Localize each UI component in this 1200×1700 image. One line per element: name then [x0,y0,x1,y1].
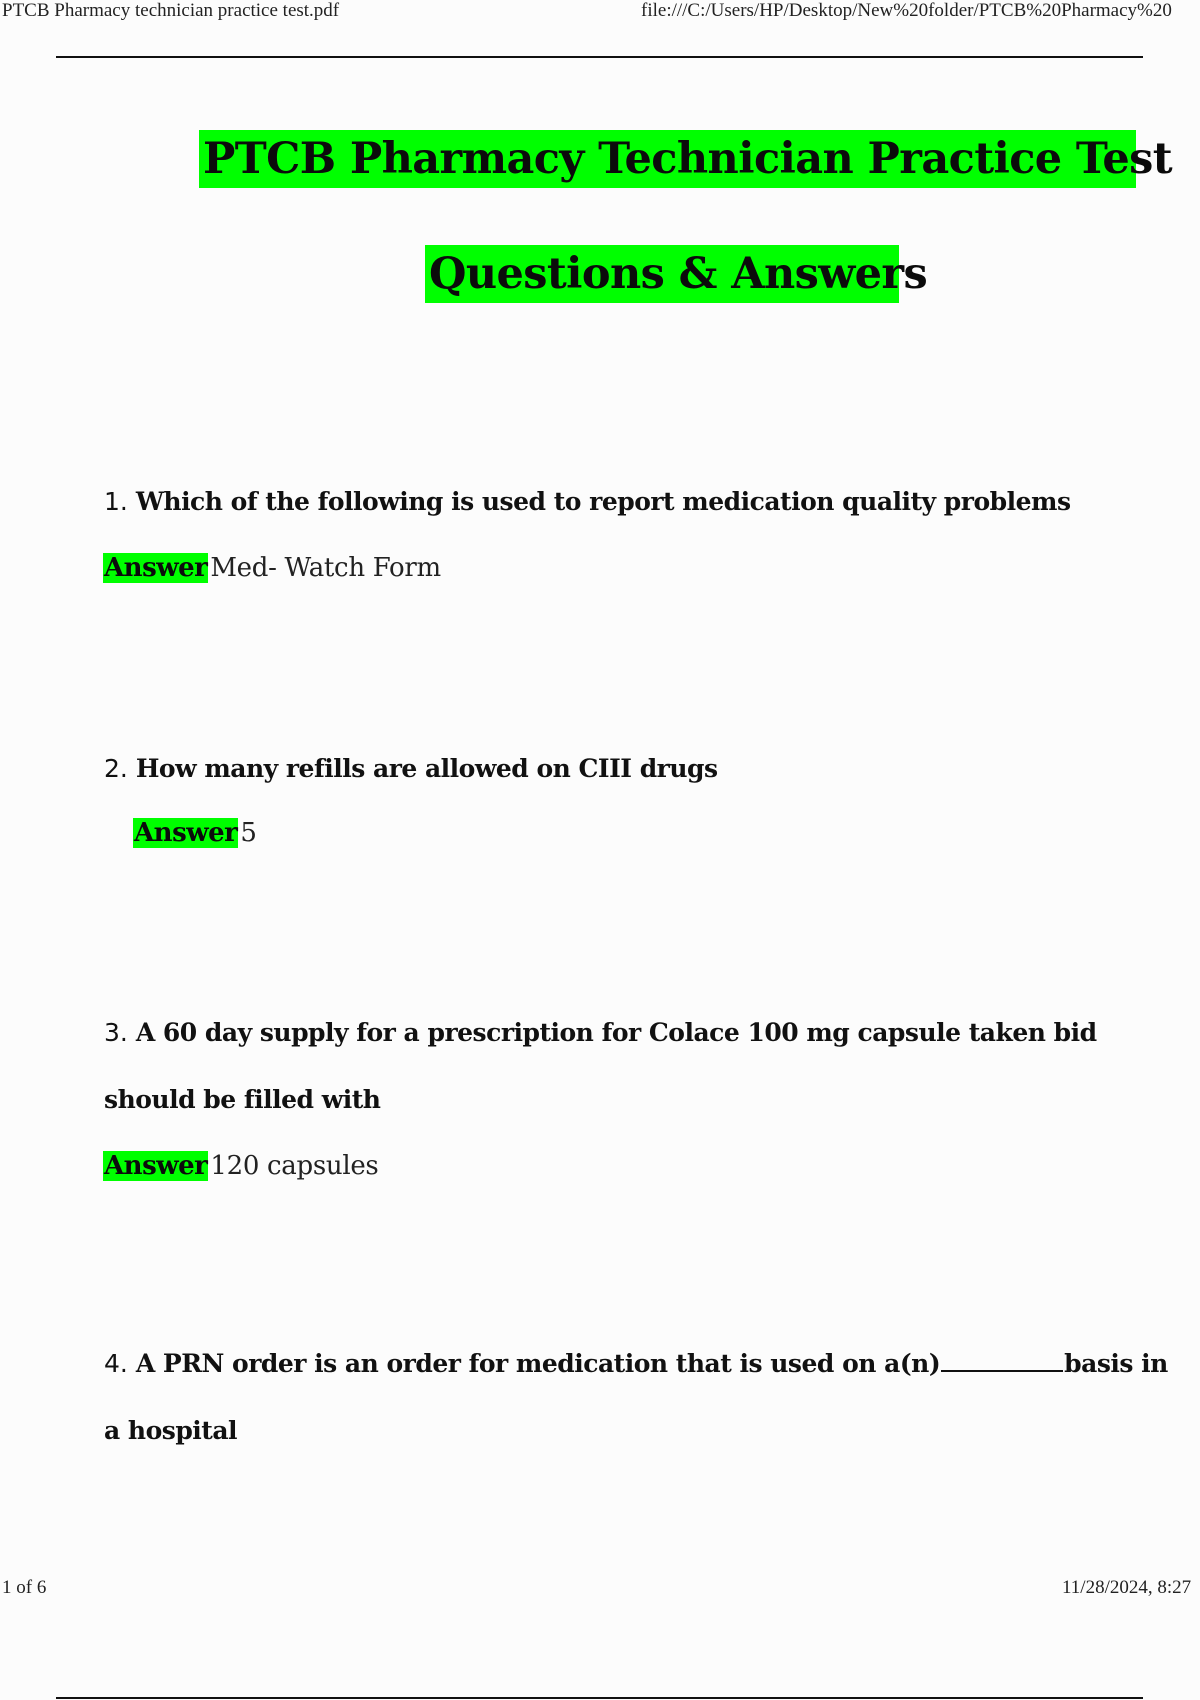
question-number: 2. [104,754,128,783]
question-text: A 60 day supply for a prescription for Colace 100 mg capsule taken bid [135,1018,1097,1047]
answer-label: Answer [104,1151,208,1181]
print-timestamp: 11/28/2024, 8:27 [1062,1577,1192,1598]
answer-1 [103,551,441,585]
question-number: 1. [104,487,128,516]
question-number: 4. [104,1349,128,1378]
footer-divider [56,1697,1143,1699]
question-3-continued [104,1083,380,1117]
answer-label: Answer [104,553,208,583]
question-4 [104,1347,1168,1381]
question-2 [104,752,718,786]
header-divider [56,56,1143,58]
answer-value: Med- Watch Form [210,553,441,583]
answer-3 [103,1149,378,1183]
question-text: How many refills are allowed on CIII drugs [135,754,718,783]
question-number: 3. [104,1018,128,1047]
question-text-after-blank: basis in [1064,1349,1168,1378]
question-4-continued [104,1414,237,1448]
answer-2 [133,816,257,850]
document-url: file:///C:/Users/HP/Desktop/New%20folder/PTCB%20Pharmacy%20 [641,0,1172,21]
question-text: a hospital [104,1416,238,1445]
page-title-line-2: Questions & Answers [425,245,899,303]
question-3 [104,1016,1097,1050]
answer-value: 5 [240,818,257,848]
question-text: should be filled with [104,1085,381,1114]
question-text: Which of the following is used to report medication quality problems [135,487,1071,516]
question-1 [104,485,1071,519]
question-text: A PRN order is an order for medication that is used on a(n) [135,1349,941,1378]
answer-label: Answer [134,818,238,848]
fill-in-blank [941,1348,1063,1372]
answer-value: 120 capsules [210,1151,379,1181]
document-filename: PTCB Pharmacy technician practice test.pdf [2,0,340,21]
print-header [0,0,1200,26]
page-title-line-1: PTCB Pharmacy Technician Practice Test [199,130,1136,188]
page-indicator: 1 of 6 [2,1577,47,1598]
